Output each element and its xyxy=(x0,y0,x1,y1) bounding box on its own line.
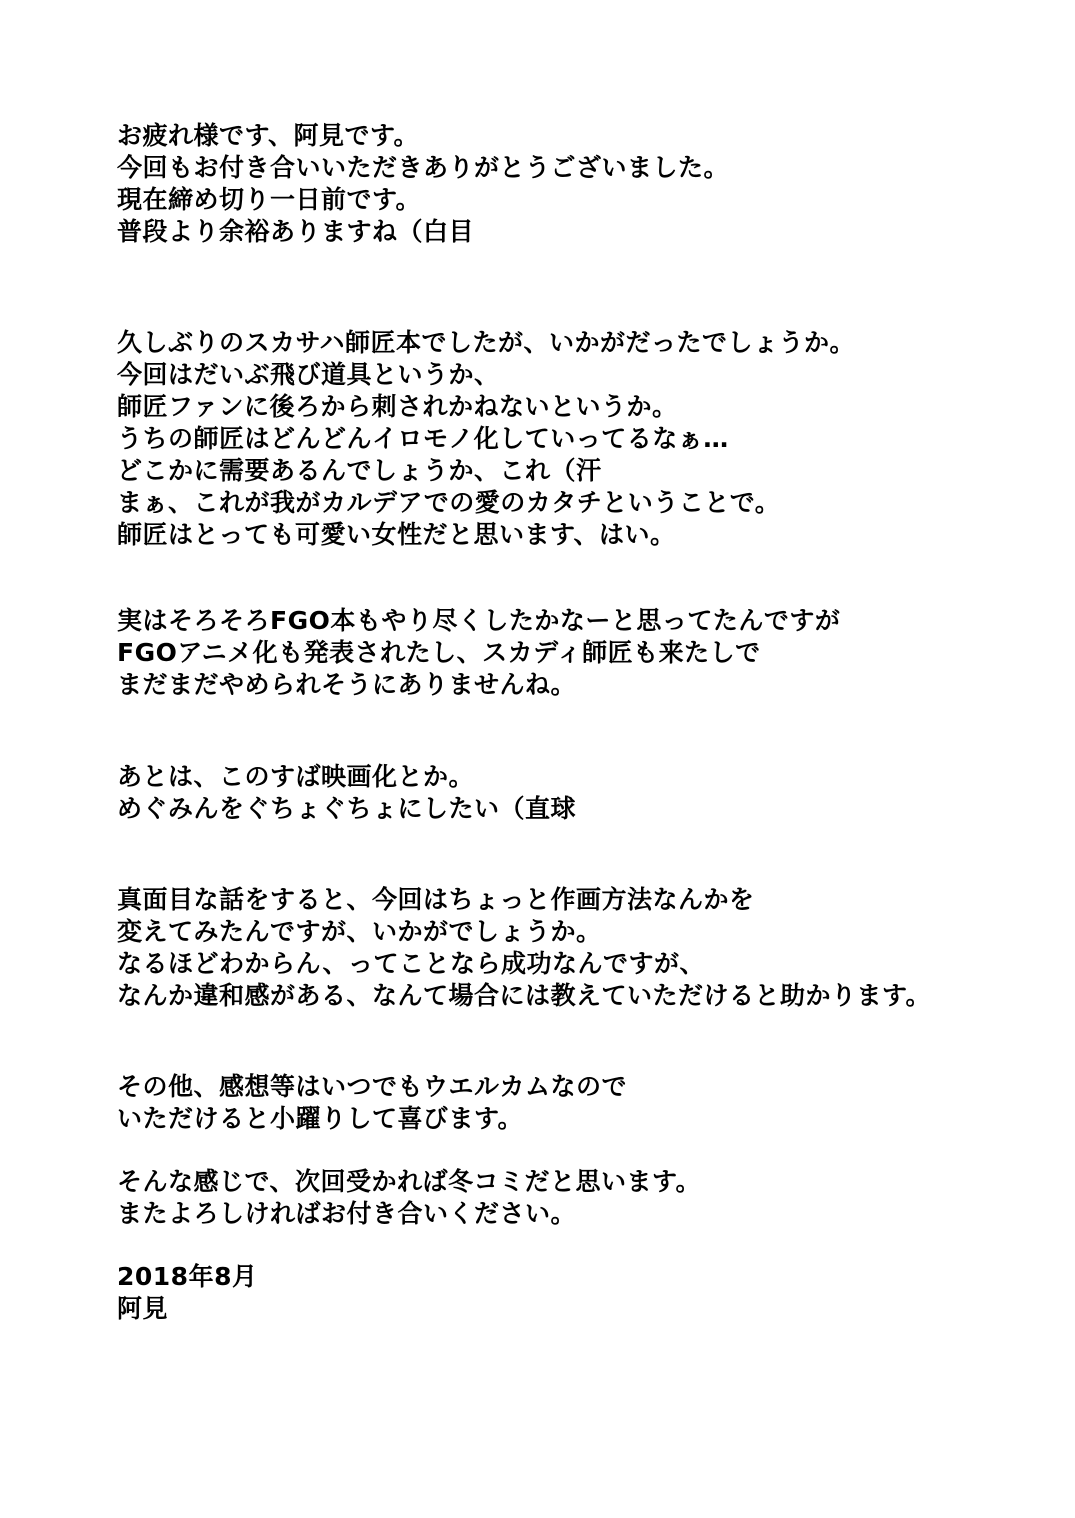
afterword-line: どこかに需要あるんでしょうか、これ（汗 xyxy=(117,456,602,485)
afterword-line: うちの師匠はどんどんイロモノ化していってるなぁ… xyxy=(117,424,729,453)
afterword-line: 久しぶりのスカサハ師匠本でしたが、いかがだったでしょうか。 xyxy=(117,328,856,357)
afterword-line: 現在締め切り一日前です。 xyxy=(117,185,422,214)
afterword-line: またよろしければお付き合いください。 xyxy=(117,1199,577,1228)
afterword-line: 今回はだいぶ飛び道具というか、 xyxy=(117,360,500,389)
afterword-line: あとは、このすば映画化とか。 xyxy=(117,762,475,791)
afterword-line: 師匠はとっても可愛い女性だと思います、はい。 xyxy=(117,520,676,549)
afterword-line: なんか違和感がある、なんて場合には教えていただけると助かります。 xyxy=(117,981,932,1010)
afterword-line: 師匠ファンに後ろから刺されかねないというか。 xyxy=(117,392,678,421)
afterword-date: 2018年8月 xyxy=(117,1262,258,1291)
afterword-author: 阿見 xyxy=(117,1294,169,1323)
afterword-line: 普段より余裕ありますね（白目 xyxy=(117,217,475,246)
afterword-line: めぐみんをぐちょぐちょにしたい（直球 xyxy=(117,794,577,823)
afterword-line: 今回もお付き合いいただきありがとうございました。 xyxy=(117,153,730,182)
afterword-line: まぁ、これが我がカルデアでの愛のカタチということで。 xyxy=(117,488,781,517)
afterword-line: なるほどわからん、ってことなら成功なんですが、 xyxy=(117,949,706,978)
afterword-line: その他、感想等はいつでもウエルカムなので xyxy=(117,1072,628,1101)
afterword-line: 真面目な話をすると、今回はちょっと作画方法なんかを xyxy=(117,885,755,914)
afterword-line: お疲れ様です、阿見です。 xyxy=(117,121,420,150)
afterword-line: 変えてみたんですが、いかがでしょうか。 xyxy=(117,917,602,946)
afterword-line: いただけると小躍りして喜びます。 xyxy=(117,1104,524,1133)
afterword-line: まだまだやめられそうにありませんね。 xyxy=(117,670,577,699)
afterword-line: 実はそろそろFGO本もやり尽くしたかなーと思ってたんですが xyxy=(117,606,841,635)
afterword-line: そんな感じで、次回受かれば冬コミだと思います。 xyxy=(117,1167,702,1196)
afterword-line: FGOアニメ化も発表されたし、スカディ師匠も来たしで xyxy=(117,638,761,667)
